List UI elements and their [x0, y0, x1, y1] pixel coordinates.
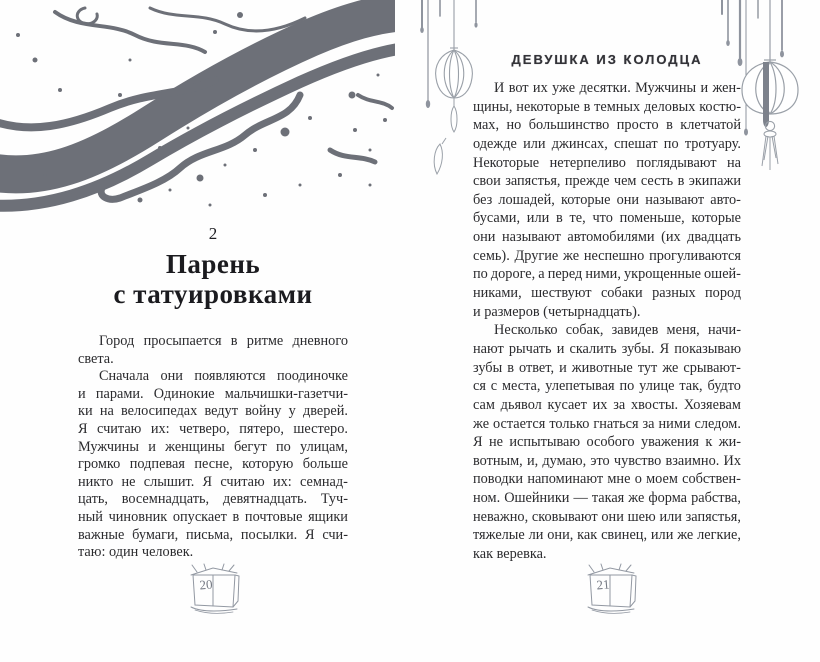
text-line: вотным, и, думаю, это чувство взаимно. Их: [473, 452, 741, 469]
chapter-number: 2: [208, 224, 218, 243]
text-line: свои запястья, прежде чем сесть в экипажи: [473, 173, 741, 190]
chapter-title-line1: Парень: [165, 249, 261, 279]
text-line: и парами. Одинокие мальчишки-газетчи-: [78, 385, 348, 402]
text-line: по дороге, а перед ними, укрощенные ошей-: [473, 266, 741, 283]
text-line: Я не испытываю особого уважения к жи-: [473, 434, 741, 451]
text-line: таю: один человек.: [78, 544, 194, 561]
left-page-body-text: [78, 333, 348, 562]
text-line: ки на велосипедах ведут войну у дверей.: [78, 403, 348, 420]
text-line: неважно, сковывают они шею или запястья,: [473, 508, 741, 525]
text-line: нают рычать и скалить зубы. Я показываю: [473, 340, 741, 357]
text-line: И вот их уже десятки. Мужчины и жен-: [494, 80, 741, 96]
text-line: света.: [78, 350, 114, 367]
chapter-title: [48, 249, 378, 309]
text-line: ном. Ошейники — такая же форма рабства,: [473, 490, 741, 507]
text-line: же остается только гнаться за ними следом.: [473, 415, 741, 432]
running-head: ДЕВУШКА ИЗ КОЛОДЦА: [511, 52, 703, 67]
text-line: семь). Другие же неспешно прогуливаются: [473, 247, 741, 264]
text-line: сам дьявол кусает их за хвосты. Хозяевам: [473, 396, 741, 413]
right-page: [410, 0, 820, 662]
text-line: они называют автомобилями (их двадцать: [473, 229, 741, 246]
text-line: Несколько собак, завидев меня, начи-: [494, 322, 741, 339]
text-line: как веревка.: [473, 546, 547, 563]
text-line: щины, некоторые в темных деловых костю-: [473, 98, 741, 115]
text-line: ный чиновник опускает в почтовые ящики: [78, 508, 348, 525]
page-number: 20: [198, 576, 214, 593]
page-number-ornament-right: [580, 563, 640, 615]
text-line: Город просыпается в ритме дневного: [99, 333, 348, 349]
text-line: без лошадей, которые они называют авто-: [473, 191, 741, 208]
text-line: ся с места, улепетывая по улице так, будто: [473, 378, 741, 395]
text-line: тяжелые ли они, как свинец, или же легкие,: [473, 527, 741, 544]
text-line: одежде или джинсах, спешат по тротуару.: [473, 135, 741, 152]
page-number-ornament-left: [183, 563, 243, 615]
text-line: Сначала они появляются поодиночке: [99, 368, 348, 385]
text-line: мах, но большинство просто в клетчатой: [473, 117, 741, 134]
text-line: зубы в ответ, и животные тут же срывают-: [473, 359, 741, 376]
chapter-title-line2: с татуировками: [113, 279, 313, 309]
text-line: никто не слышит. Я считаю их: семнад-: [78, 473, 348, 490]
text-line: важные бумаги, письма, посылки. Я счи-: [78, 526, 348, 543]
text-line: Мужчины и женщины бегут по улицам,: [78, 438, 348, 455]
text-line: поводки напоминают мне о моем собствен-: [473, 471, 741, 488]
right-page-body-text: [473, 79, 741, 564]
text-line: Я считаю их: четверо, пятеро, шестеро.: [78, 420, 348, 437]
text-line: Некоторые нетерпеливо поглядывают на: [473, 154, 741, 171]
ink-marbling-illustration: [0, 0, 395, 220]
page-number: 21: [595, 576, 611, 593]
text-line: цать, восемнадцать, девятнадцать. Туч-: [78, 491, 348, 508]
text-line: и размеров (четырнадцать).: [473, 303, 641, 320]
text-line: громко подпевая песне, которую больше: [78, 456, 348, 473]
text-line: никами, шествуют собаки разных пород: [473, 285, 741, 302]
text-line: бусами, или в те, что поменьше, которые: [473, 210, 741, 227]
